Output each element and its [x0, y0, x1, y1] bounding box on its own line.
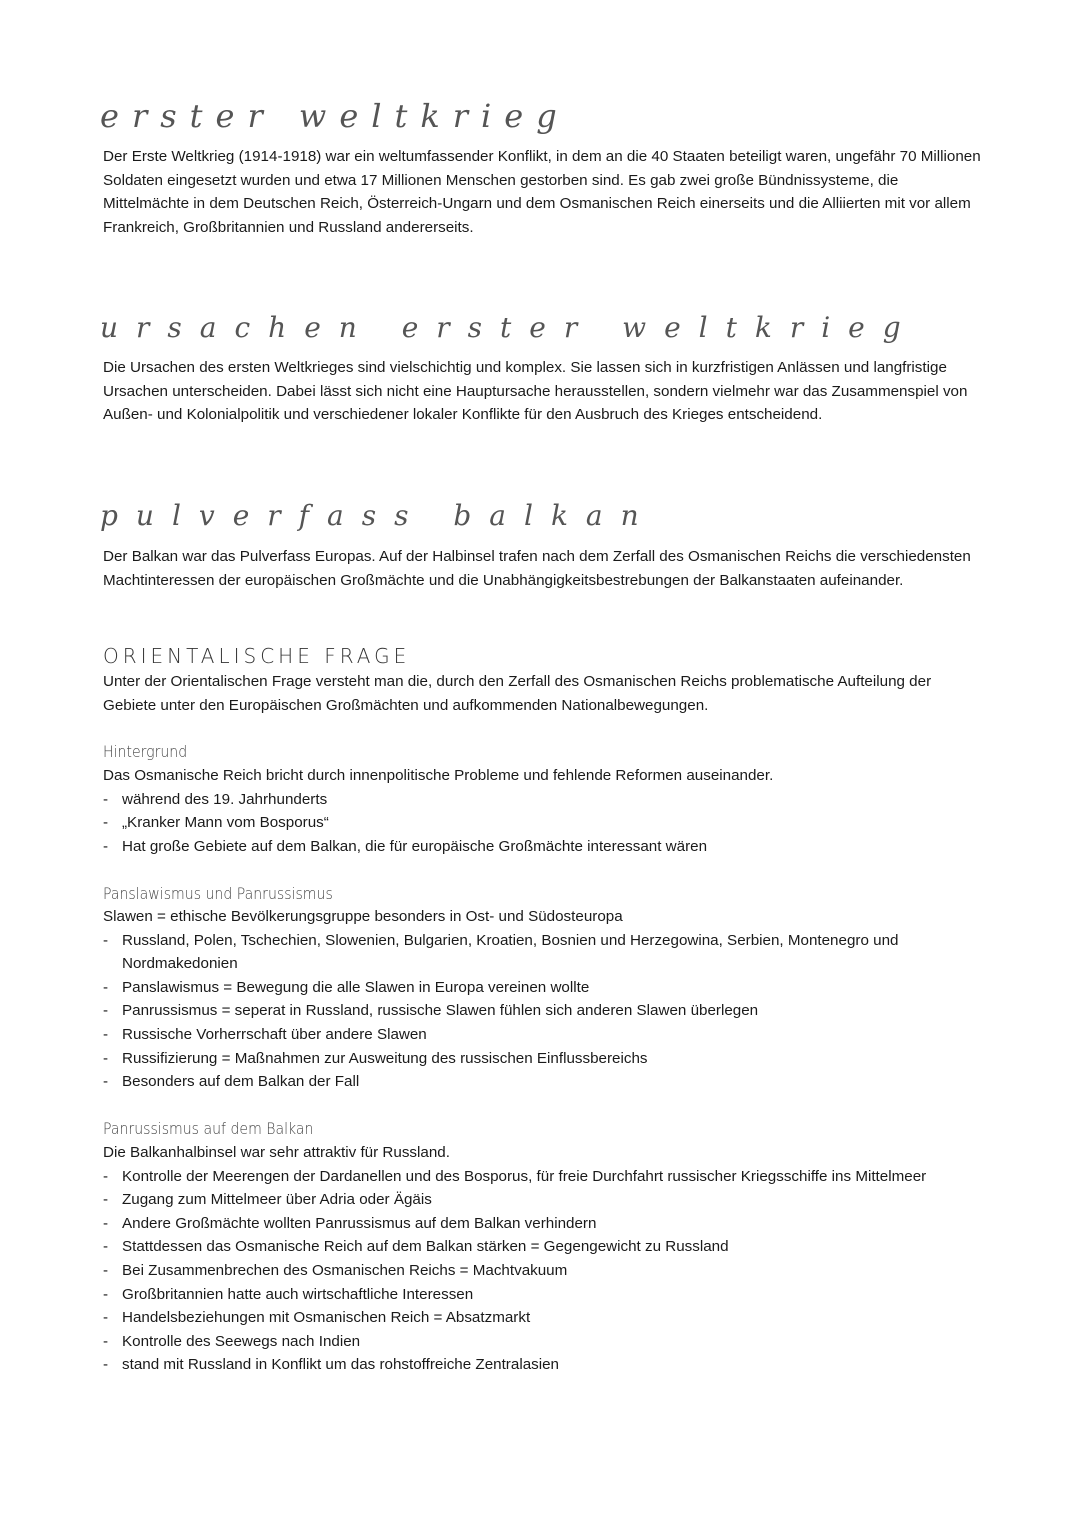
- list-item: - Handelsbeziehungen mit Osmanischen Reich = Absatzmarkt: [103, 1306, 983, 1330]
- list-item: - „Kranker Mann vom Bosporus“: [103, 811, 983, 835]
- list-item: - Stattdessen das Osmanische Reich auf dem Balkan stärken = Gegengewicht zu Russland: [103, 1235, 983, 1259]
- list-item: - Besonders auf dem Balkan der Fall: [103, 1070, 983, 1094]
- paragraph-orientalische-frage: [103, 670, 983, 717]
- heading-orientalische-frage: ORIENTALISCHE FRAGE: [103, 644, 411, 668]
- section-hintergrund: [103, 764, 983, 858]
- paragraph-text: Der Erste Weltkrieg (1914-1918) war ein weltumfassender Konflikt, in dem an die 40 Staaten beteiligt waren, ungefähr 70 Millionen Soldaten eingesetzt wurden und etwa 17 Millionen Menschen gestorben sind. Es gab zwei große Bündnissysteme, die Mittelmächte in dem Deutschen Reich, Österreich-Ungarn und dem Osmanischen Reich einerseits und die Alliierten mit vor allem Frankreich, Großbritannien und Russland andererseits.: [103, 148, 981, 236]
- subheading-panrussismus-balkan: Panrussismus auf dem Balkan: [103, 1119, 314, 1138]
- intro-text: Slawen = ethische Bevölkerungsgruppe besonders in Ost- und Südosteuropa: [103, 908, 623, 925]
- list-item: - Panrussismus = seperat in Russland, russische Slawen fühlen sich anderen Slawen überlegen: [103, 999, 983, 1023]
- list-item: - während des 19. Jahrhunderts: [103, 788, 983, 812]
- list-item: - Andere Großmächte wollten Panrussismus auf dem Balkan verhindern: [103, 1212, 983, 1236]
- list-item: - Großbritannien hatte auch wirtschaftliche Interessen: [103, 1283, 983, 1307]
- list-item: - stand mit Russland in Konflikt um das rohstoffreiche Zentralasien: [103, 1353, 983, 1377]
- intro-text: Die Balkanhalbinsel war sehr attraktiv für Russland.: [103, 1144, 450, 1161]
- list-item: - Hat große Gebiete auf dem Balkan, die für europäische Großmächte interessant wären: [103, 835, 983, 859]
- paragraph-text: Unter der Orientalischen Frage versteht man die, durch den Zerfall des Osmanischen Reichs problematische Aufteilung der Gebiete unter den Europäischen Großmächten und aufkommenden Nationalbewegungen.: [103, 673, 932, 714]
- bullet-list: [103, 1165, 983, 1377]
- heading-ursachen: ursachen erster weltkrieg: [100, 311, 919, 344]
- heading-erster-weltkrieg: erster weltkrieg: [100, 97, 570, 135]
- list-item: - Russische Vorherrschaft über andere Slawen: [103, 1023, 983, 1047]
- paragraph-pulverfass: [103, 545, 983, 592]
- list-item: - Kontrolle des Seewegs nach Indien: [103, 1330, 983, 1354]
- section-panslawismus: [103, 905, 983, 1094]
- list-item: - Zugang zum Mittelmeer über Adria oder Ägäis: [103, 1188, 983, 1212]
- list-item: - Bei Zusammenbrechen des Osmanischen Reichs = Machtvakuum: [103, 1259, 983, 1283]
- paragraph-text: Die Ursachen des ersten Weltkrieges sind vielschichtig und komplex. Sie lassen sich in kurzfristigen Anlässen und langfristige Ursachen unterscheiden. Dabei lässt sich nicht eine Hauptursache herausstellen, sondern vielmehr war das Zusammenspiel von Außen- und Kolonialpolitik und verschiedener lokaler Konflikte für den Ausbruch des Krieges entscheidend.: [103, 359, 968, 424]
- subheading-panslawismus: Panslawismus und Panrussismus: [103, 884, 333, 903]
- list-item: - Panslawismus = Bewegung die alle Slawen in Europa vereinen wollte: [103, 976, 983, 1000]
- list-item: - Russifizierung = Maßnahmen zur Ausweitung des russischen Einflussbereichs: [103, 1047, 983, 1071]
- heading-pulverfass: pulverfass balkan: [100, 499, 657, 532]
- list-item: - Kontrolle der Meerengen der Dardanellen und des Bosporus, für freie Durchfahrt russischer Kriegsschiffe ins Mittelmeer: [103, 1165, 983, 1189]
- paragraph-ursachen: [103, 356, 983, 427]
- bullet-list: [103, 788, 983, 859]
- list-item: - Russland, Polen, Tschechien, Slowenien, Bulgarien, Kroatien, Bosnien und Herzegowina, Serbien, Montenegro und Nordmakedonien: [103, 929, 983, 976]
- intro-text: Das Osmanische Reich bricht durch innenpolitische Probleme und fehlende Reformen auseinander.: [103, 767, 774, 784]
- paragraph-erster-weltkrieg: [103, 145, 983, 239]
- paragraph-text: Der Balkan war das Pulverfass Europas. Auf der Halbinsel trafen nach dem Zerfall des Osmanischen Reichs die verschiedensten Machtinteressen der europäischen Großmächte und die Unabhängigkeitsbestrebungen der Balkanstaaten aufeinander.: [103, 548, 971, 589]
- bullet-list: [103, 929, 983, 1094]
- subheading-hintergrund: Hintergrund: [103, 742, 188, 761]
- section-panrussismus-balkan: [103, 1141, 983, 1377]
